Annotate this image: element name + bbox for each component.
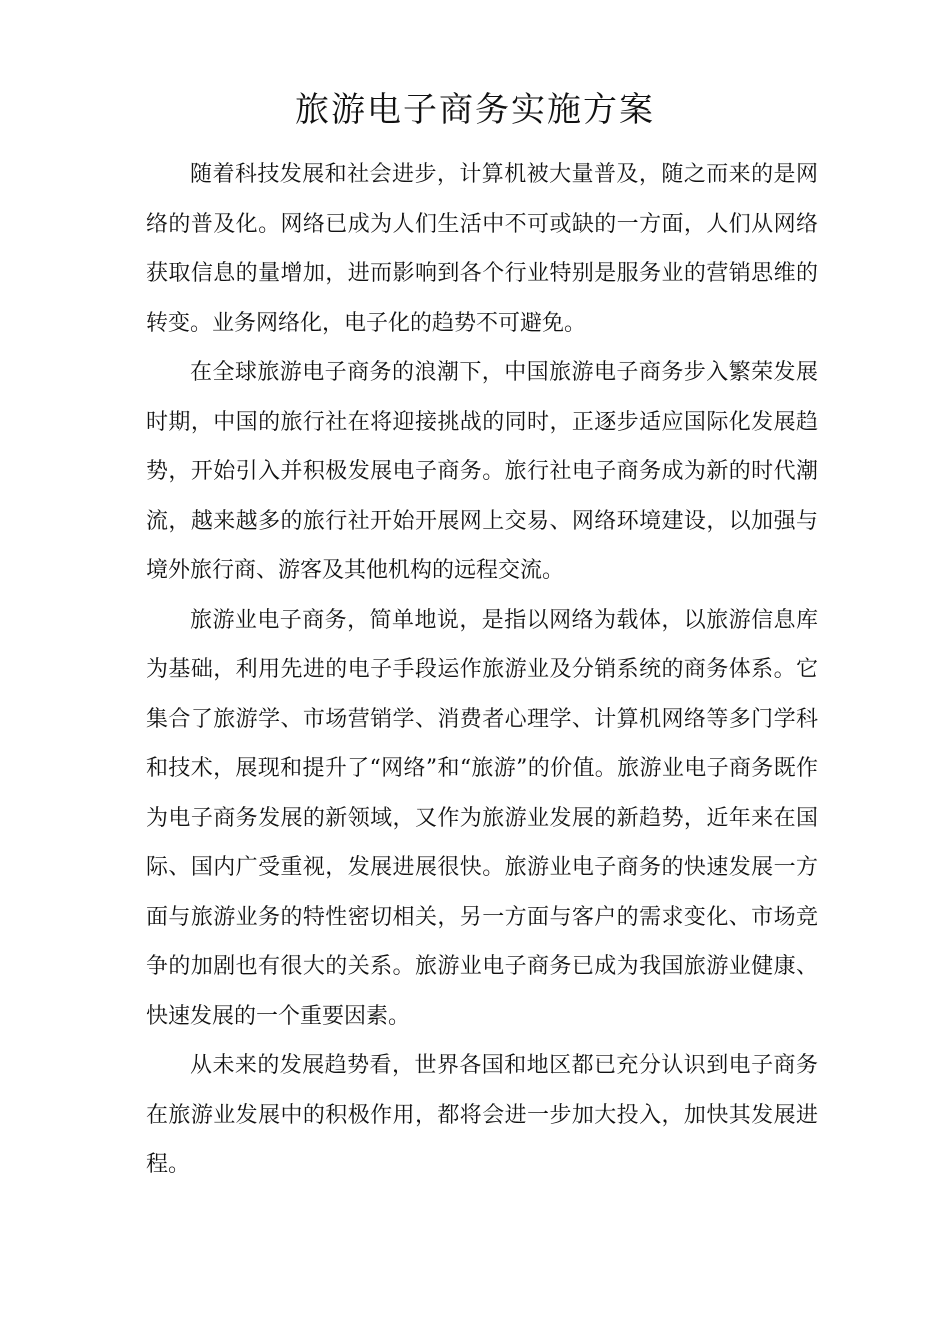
document-title: 旅游电子商务实施方案 <box>295 90 655 130</box>
paragraph-3: 旅游业电子商务，简单地说，是指以网络为载体，以旅游信息库为基础，利用先进的电子手段运作旅游业及分销系统的商务体系。它集合了旅游学、市场营销学、消费者心理学、计算机网络等多门学科和技术，展现和提升了“网络”和“旅游”的价值。旅游业电子商务既作为电子商务发展的新领域，又作为旅游业发展的新趋势，近年来在国际、国内广受重视，发展进展很快。旅游业电子商务的快速发展一方面与旅游业务的特性密切相关，另一方面与客户的需求变化、市场竞争的加剧也有很大的关系。旅游业电子商务已成为我国旅游业健康、快速发展的一个重要因素。 <box>146 607 818 1029</box>
document-body <box>146 150 818 1190</box>
paragraph-2: 在全球旅游电子商务的浪潮下，中国旅游电子商务步入繁荣发展时期，中国的旅行社在将迎接挑战的同时，正逐步适应国际化发展趋势，开始引入并积极发展电子商务。旅行社电子商务成为新的时代潮流，越来越多的旅行社开始开展网上交易、网络环境建设，以加强与境外旅行商、游客及其他机构的远程交流。 <box>146 360 818 583</box>
paragraph-1: 随着科技发展和社会进步，计算机被大量普及，随之而来的是网络的普及化。网络已成为人们生活中不可或缺的一方面，人们从网络获取信息的量增加，进而影响到各个行业特别是服务业的营销思维的转变。业务网络化，电子化的趋势不可避免。 <box>146 162 818 336</box>
paragraph-4: 从未来的发展趋势看，世界各国和地区都已充分认识到电子商务在旅游业发展中的积极作用，都将会进一步加大投入，加快其发展进程。 <box>146 1053 818 1177</box>
